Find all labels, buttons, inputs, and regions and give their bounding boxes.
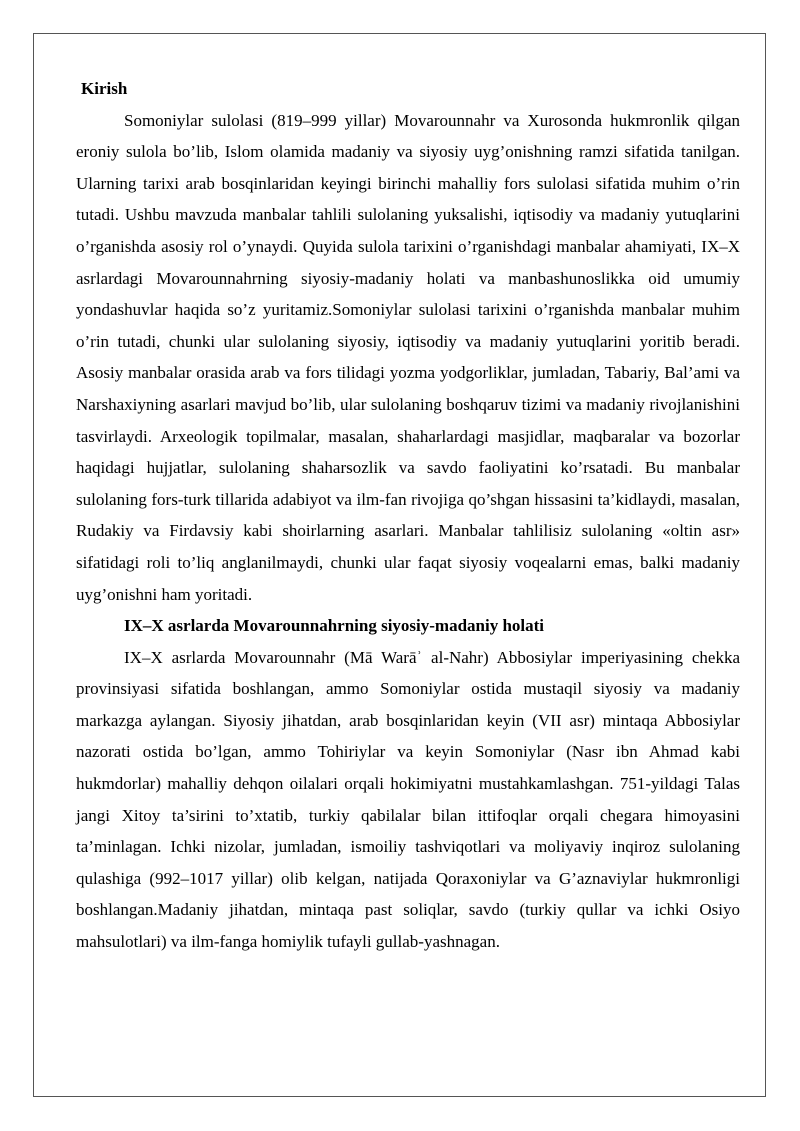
heading-intro: Kirish [81,79,128,98]
heading-section: IX–X asrlarda Movarounnahrning siyosiy-madaniy holati [124,616,545,636]
paragraph-intro: Somoniylar sulolasi (819–999 yillar) Movarounnahr va Xurosonda hukmronlik qilgan eroniy sulola bo’lib, Islom olamida madaniy va siyosiy uyg’onishning ramzi sifatida tanilgan. Ularning tarixi arab bosqinlaridan keyingi birinchi mahalliy fors sulolasi sifatida muhim o’rin tutadi. Ushbu mavzuda manbalar tahlili sulolaning yuksalishi, iqtisodiy va madaniy yutuqlarini o’rganishda asosiy rol o’ynaydi. Quyida sulola tarixini o’rganishdagi manbalar ahamiyati, IX–X asrlardagi Movarounnahrning siyosiy-madaniy holati va manbashunoslikka oid umumiy yondashuvlar haqida so’z yuritamiz.Somoniylar sulolasi tarixini o’rganishda manbalar muhim o’rin tutadi, chunki ular sulolaning siyosiy, iqtisodiy va madaniy yutuqlarini yoritib beradi. Asosiy manbalar orasida arab va fors tilidagi yozma yodgorliklar, jumladan, Tabariy, Bal’ami va Narshaxiyning asarlari mavjud bo’lib, ular sulolaning boshqaruv tizimi va madaniy rivojlanishini tasvirlaydi. Arxeologik topilmalar, masalan, shaharlardagi masjidlar, maqbaralar va bozorlar haqidagi hujjatlar, sulolaning shaharsozlik va savdo faoliyatini ko’rsatadi. Bu manbalar sulolaning fors-turk tillarida adabiyot va ilm-fan rivojiga qo’shgan hissasini ta’kidlaydi, masalan, Rudakiy va Firdavsiy kabi shoirlarning asarlari. Manbalar tahlilisiz sulolaning «oltin asr» sifatidagi roli to’liq anglanilmaydi, chunki ular faqat siyosiy voqealarni emas, balki madaniy uyg’onishni ham yoritadi. [76,110,740,604]
paragraph-section: IX–X asrlarda Movarounnahr (Mā Warāʾ al-Nahr) Abbosiylar imperiyasining chekka provinsiyasi sifatida boshlangan, ammo Somoniylar ostida mustaqil siyosiy va madaniy markazga aylangan. Siyosiy jihatdan, arab bosqinlaridan keyin (VII asr) mintaqa Abbosiylar nazorati ostida bo’lgan, ammo Tohiriylar va keyin Somoniylar (Nasr ibn Ahmad kabi hukmdorlar) mahalliy dehqon oilalari orqali hokimiyatni mustahkamlashgan. 751-yildagi Talas jangi Xitoy ta’sirini to’xtatib, turkiy qabilalar bilan ittifoqlar orqali chegara himoyasini ta’minlagan. Ichki nizolar, jumladan, ismoiliy tashviqotlari va moliyaviy inqiroz sulolaning qulashiga (992–1017 yillar) olib kelgan, natijada Qoraxoniylar va G’aznaviylar hukmronligi boshlangan.Madaniy jihatdan, mintaqa past soliqlar, savdo (turkiy qullar va ichki Osiyo mahsulotlari) va ilm-fanga homiylik tufayli gullab-yashnagan. [76,647,740,952]
document-body [76,73,740,958]
